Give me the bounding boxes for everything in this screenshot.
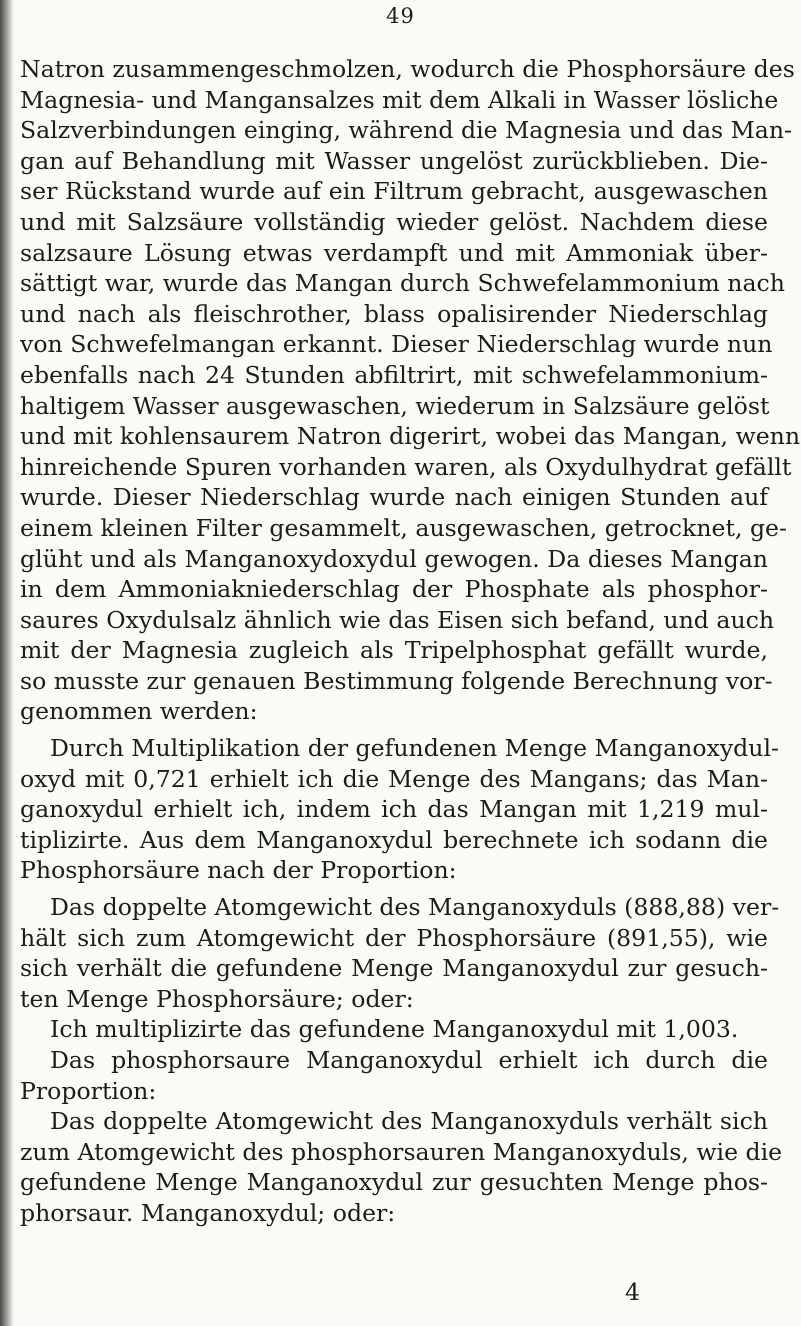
text-line: oxyd mit 0,721 erhielt ich die Menge des Mangans; das Man- [20, 764, 768, 793]
text-line: Ich multiplizirte das gefundene Manganoxydul mit 1,003. [50, 1015, 739, 1044]
text-line: wurde. Dieser Niederschlag wurde nach einigen Stunden auf [20, 483, 768, 512]
page-binding-edge [0, 0, 14, 1326]
paragraph-6 [20, 1106, 783, 1228]
text-line: genommen werden: [20, 697, 258, 726]
text-line: Salzverbindungen einging, während die Magnesia und das Man- [20, 116, 793, 145]
text-line: in dem Ammoniakniederschlag der Phosphate als phosphor- [20, 575, 768, 604]
text-line: gan auf Behandlung mit Wasser ungelöst zurückblieben. Die- [20, 146, 768, 175]
text-line: Phosphorsäure nach der Proportion: [20, 856, 457, 885]
text-line: und nach als fleischrother, blass opalisirender Niederschlag [20, 299, 768, 328]
paragraph-2 [20, 733, 779, 886]
text-line: phorsaur. Manganoxydul; oder: [20, 1198, 396, 1227]
text-line: Das doppelte Atomgewicht des Manganoxyduls verhält sich [50, 1107, 768, 1136]
text-line: Das phosphorsaure Manganoxydul erhielt ich durch die [50, 1046, 768, 1074]
text-line: Natron zusammengeschmolzen, wodurch die Phosphorsäure des [20, 55, 795, 83]
text-line: einem kleinen Filter gesammelt, ausgewaschen, getrocknet, ge- [20, 513, 787, 542]
text-line: hält sich zum Atomgewicht der Phosphorsäure (891,55), wie [20, 923, 768, 952]
text-line: tiplizirte. Aus dem Manganoxydul berechnete ich sodann die [20, 825, 768, 854]
text-line: sich verhält die gefundene Menge Manganoxydul zur gesuch- [20, 954, 768, 983]
text-line: ganoxydul erhielt ich, indem ich das Mangan mit 1,219 mul- [20, 795, 768, 824]
text-line: und mit kohlensaurem Natron digerirt, wobei das Mangan, wenn [20, 422, 801, 451]
text-line: salzsaure Lösung etwas verdampft und mit Ammoniak über- [20, 238, 768, 267]
text-line: ebenfalls nach 24 Stunden abfiltrirt, mit schwefelammonium- [20, 360, 768, 389]
paragraph-5 [20, 1045, 768, 1106]
text-line: Das doppelte Atomgewicht des Manganoxyduls (888,88) ver- [50, 893, 780, 922]
body-text [20, 54, 801, 1229]
text-line: sättigt war, wurde das Mangan durch Schwefelammonium nach [20, 269, 785, 298]
text-line: Durch Multiplikation der gefundenen Menge Manganoxydul- [50, 734, 779, 763]
text-line: zum Atomgewicht des phosphorsauren Manganoxyduls, wie die [20, 1137, 783, 1166]
text-line: ser Rückstand wurde auf ein Filtrum gebracht, ausgewaschen [20, 177, 768, 206]
paragraph-1 [20, 54, 801, 727]
text-line: so musste zur genauen Bestimmung folgende Berechnung vor- [20, 666, 773, 695]
text-line: mit der Magnesia zugleich als Tripelphosphat gefällt wurde, [20, 636, 768, 665]
paragraph-4 [20, 1014, 768, 1045]
paragraph-3 [20, 892, 780, 1014]
text-line: saures Oxydulsalz ähnlich wie das Eisen sich befand, und auch [20, 605, 775, 634]
text-line: hinreichende Spuren vorhanden waren, als Oxydulhydrat gefällt [20, 452, 792, 481]
text-line: Magnesia- und Mangansalzes mit dem Alkali in Wasser lösliche [20, 85, 779, 114]
text-line: Proportion: [20, 1076, 157, 1105]
text-line: von Schwefelmangan erkannt. Dieser Niederschlag wurde nun [20, 330, 773, 359]
text-line: gefundene Menge Manganoxydul zur gesuchten Menge phos- [20, 1168, 768, 1197]
text-line: haltigem Wasser ausgewaschen, wiederum in Salzsäure gelöst [20, 391, 770, 420]
page-number: 49 [386, 4, 415, 28]
text-line: ten Menge Phosphorsäure; oder: [20, 984, 414, 1013]
signature-mark: 4 [624, 1278, 640, 1306]
text-line: glüht und als Manganoxydoxydul gewogen. Da dieses Mangan [20, 544, 768, 573]
text-line: und mit Salzsäure vollständig wieder gelöst. Nachdem diese [20, 207, 768, 236]
